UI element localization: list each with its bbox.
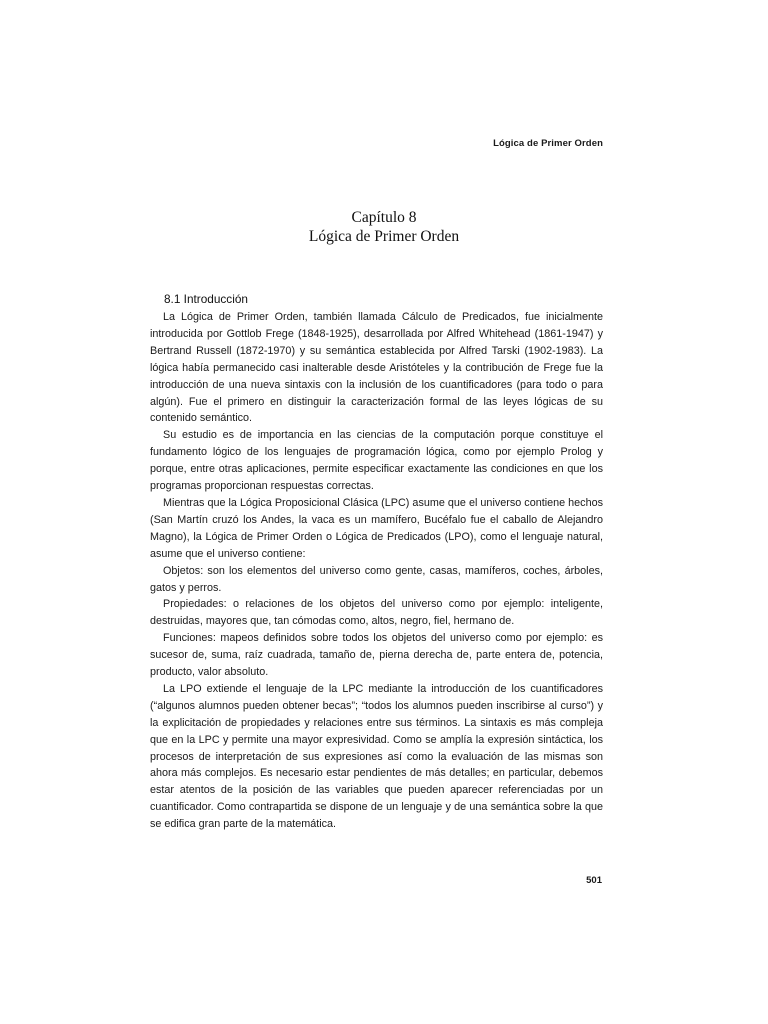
body-text bbox=[150, 309, 603, 833]
chapter-title bbox=[0, 208, 768, 246]
chapter-title-text: Lógica de Primer Orden bbox=[308, 228, 460, 245]
section-heading: 8.1 Introducción bbox=[164, 292, 248, 306]
paragraph-properties: Propiedades: o relaciones de los objetos del universo como por ejemplo: inteligente, destruidas, mayores que, tan cómodas como, altos, negro, fiel, hermano de. bbox=[150, 598, 603, 628]
paragraph-quantifiers: La LPO extiende el lenguaje de la LPC mediante la introducción de los cuantificadores (“algunos alumnos pueden obtener becas”; “todos los alumnos pueden inscribirse al curso”) y la explicitación de propiedades y relaciones entre sus términos. La sintaxis es más compleja que en la LPC y permite una mayor expresividad. Como se amplía la expresión sintáctica, los procesos de interpretación de sus expresiones así como la evaluación de las mismas son ahora más complejos. Es necesario estar pendientes de más detalles; en particular, debemos estar atentos de la posición de las variables que pueden aparecer referenciadas por un cuantificador. Como contrapartida se dispone de un lenguaje y de una semántica sobre la que se edifica gran parte de la matemática. bbox=[150, 682, 603, 831]
paragraph-intro: La Lógica de Primer Orden, también llamada Cálculo de Predicados, fue inicialmente introducida por Gottlob Frege (1848-1925), desarrollada por Alfred Whitehead (1861-1947) y Bertrand Russell (1872-1970) y su semántica establecida por Alfred Tarski (1902-1983). La lógica había permanecido casi inalterable desde Aristóteles y la contribución de Frege fue la introducción de una nueva sintaxis con la inclusión de los cuantificadores (para todo o para algún). Fue el primero en distinguir la caracterización formal de las leyes lógicas de su contenido semántico. bbox=[150, 311, 603, 425]
running-head: Lógica de Primer Orden bbox=[493, 138, 603, 149]
paragraph-lpc-vs-lpo: Mientras que la Lógica Proposicional Clásica (LPC) asume que el universo contiene hechos (San Martín cruzó los Andes, la vaca es un mamífero, Bucéfalo fue el caballo de Alejandro Magno), la Lógica de Primer Orden o Lógica de Predicados (LPO), como el lenguaje natural, asume que el universo contiene: bbox=[150, 496, 603, 560]
paragraph-importance: Su estudio es de importancia en las ciencias de la computación porque constituye el fundamento lógico de los lenguajes de programación lógica, como por ejemplo Prolog y porque, entre otras aplicaciones, permite especificar exactamente las condiciones en que los programas proporcionan respuestas correctas. bbox=[150, 429, 603, 493]
paragraph-objects: Objetos: son los elementos del universo como gente, casas, mamíferos, coches, árboles, gatos y perros. bbox=[150, 564, 603, 594]
chapter-number-label: Capítulo 8 bbox=[351, 209, 417, 226]
page-number: 501 bbox=[586, 875, 602, 886]
paragraph-functions: Funciones: mapeos definidos sobre todos los objetos del universo como por ejemplo: es sucesor de, suma, raíz cuadrada, tamaño de, pierna derecha de, parte entera de, potencia, producto, valor absoluto. bbox=[150, 632, 603, 679]
